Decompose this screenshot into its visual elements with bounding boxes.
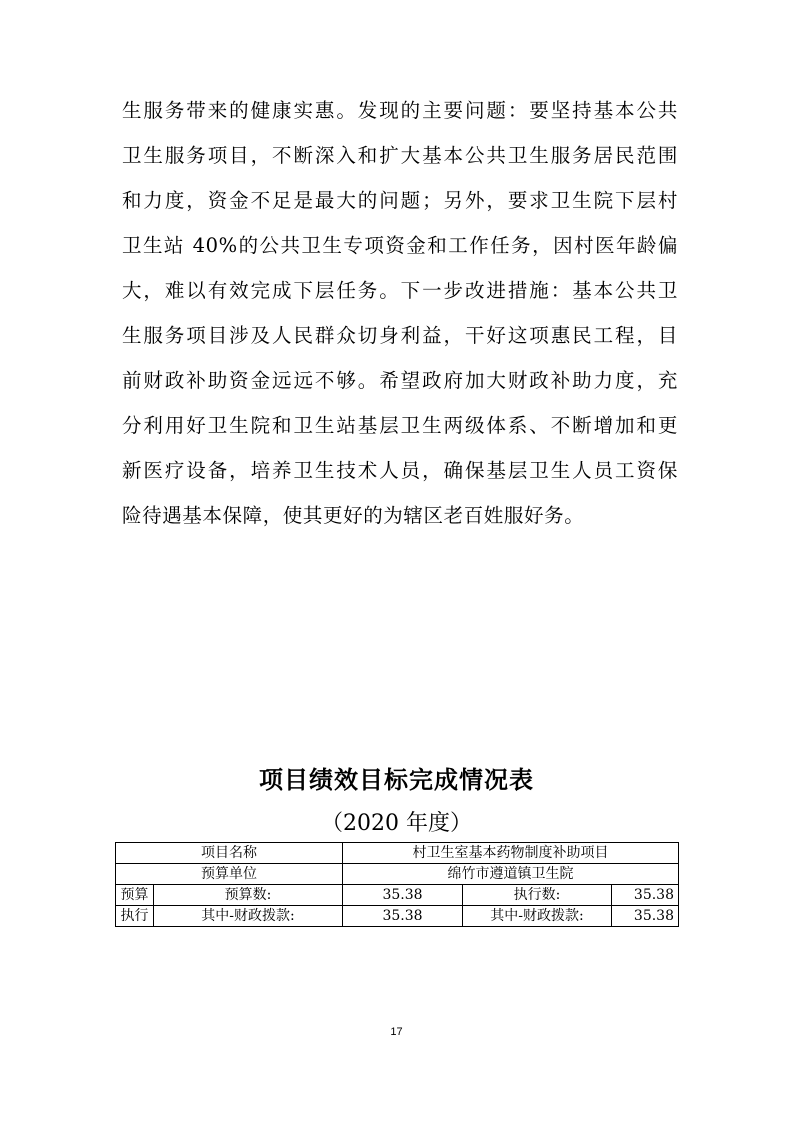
- section-label-top: 预算: [116, 885, 154, 906]
- table-year: （2020 年度）: [321, 811, 472, 836]
- body-line: 新医疗设备，培养卫生技术人员，确保基层卫生人员工资保: [122, 459, 678, 482]
- executed-amount-value: 35.38: [612, 885, 679, 906]
- table-row: [116, 864, 679, 885]
- executed-fiscal-value: 35.38: [612, 906, 679, 927]
- budget-amount-label: 预算数:: [154, 885, 343, 906]
- body-line: 和力度，资金不足是最大的问题；另外，要求卫生院下层村: [122, 189, 678, 212]
- executed-amount-label: 执行数:: [463, 885, 612, 906]
- project-name-value: 村卫生室基本药物制度补助项目: [343, 843, 679, 864]
- body-paragraph: [122, 88, 678, 538]
- body-line: 生服务项目涉及人民群众切身利益，干好这项惠民工程，目: [122, 324, 678, 347]
- budget-unit-value: 绵竹市遵道镇卫生院: [343, 864, 679, 885]
- body-line: 卫生站 40%的公共卫生专项资金和工作任务，因村医年龄偏: [122, 234, 678, 257]
- budget-fiscal-value: 35.38: [343, 906, 463, 927]
- page-number: 17: [390, 1026, 403, 1038]
- budget-amount-value: 35.38: [343, 885, 463, 906]
- table-row: [116, 906, 679, 927]
- table-row: [116, 843, 679, 864]
- table-row: [116, 885, 679, 906]
- table-title: 项目绩效目标完成情况表: [259, 766, 534, 794]
- body-line: 前财政补助资金远远不够。希望政府加大财政补助力度，充: [122, 369, 678, 392]
- body-line: 大，难以有效完成下层任务。下一步改进措施：基本公共卫: [122, 279, 678, 302]
- body-line: 生服务带来的健康实惠。发现的主要问题：要坚持基本公共: [122, 99, 678, 122]
- budget-fiscal-label: 其中-财政拨款:: [154, 906, 343, 927]
- body-line: 险待遇基本保障，使其更好的为辖区老百姓服好务。: [122, 504, 585, 527]
- body-line: 分利用好卫生院和卫生站基层卫生两级体系、不断增加和更: [122, 414, 678, 437]
- body-line: 卫生服务项目，不断深入和扩大基本公共卫生服务居民范围: [122, 144, 678, 167]
- executed-fiscal-label: 其中-财政拨款:: [463, 906, 612, 927]
- section-label-bottom: 执行: [116, 906, 154, 927]
- performance-table: [115, 842, 679, 927]
- project-name-label: 项目名称: [116, 843, 343, 864]
- budget-unit-label: 预算单位: [116, 864, 343, 885]
